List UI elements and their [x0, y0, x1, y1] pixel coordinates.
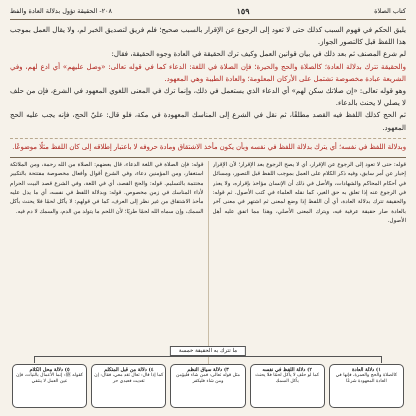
diagram-box-text: مثل قوله تعالى: فمن شاء فليؤمن ومن شاء فليكفر — [176, 373, 240, 384]
main-paragraph: ثم الحج كذلك اللفظ فيه القصد مطلقًا، ثم نقل في الشرع إلى المناسك المعهودة في مكة، فلو قال: عليّ الحج، فإنه يجب عليه الحج المعهود. — [10, 111, 406, 132]
main-paragraph-highlight: والحقيقة تترك بدلالة العادة؛ كالصلاة والحج والحيرة؛ فإن الصلاة في اللغة: الدعاء كما في قوله تعالى: «وصل عليهم» أي ادع لهم، وفي الشريعة عبادة مخصوصة تشتمل على الأركان المعلومة؛ والعادة الطيبة وهي المعهود. — [10, 62, 406, 83]
main-paragraph: يليق الحكم في فهوم السبب كذلك حتى لا تعود إلى الرجوع عن الإقرار بالسبب صحيح؛ فلم فريق لتصديق الخبر لم، ولا يقال العمل بموجب هذا اللفظ قبل كالتصور الجواز. — [10, 26, 406, 47]
page-header — [10, 6, 406, 20]
diagram-root: ما تترك به الحقيقة خمسة — [170, 346, 246, 356]
main-text — [10, 24, 406, 134]
diagram-box — [170, 364, 245, 408]
diagram-box-text: كما إذا قال: تعال تغد معي، فقال: إن تغديت فعبدي حر — [94, 373, 164, 384]
diagram-box-text: كقوله ﷺ: إنما الأعمال بالنيات، فإن عين العمل لا ينتفي — [16, 373, 83, 384]
diagram-connector — [34, 356, 382, 363]
diagram-box-title: ١) دلالة العادة — [351, 367, 381, 373]
diagram-box — [329, 364, 404, 408]
running-head-right: كتاب الصلاة — [374, 7, 406, 15]
diagram-box-title: ٥) دلالة محل الكلام — [29, 367, 70, 373]
diagram-box-title: ٣) دلالة سياق النظم — [187, 367, 229, 373]
page-number: ١٥٩ — [236, 6, 250, 16]
footnote-column-right: قوله: حتى لا تعود إلى الرجوع عن الإقرار، أي لا يصح الرجوع بعد الإقرار؛ لأن الإقرار إخبار عن أمر سابق، وفيه ذكر الكلام على العمل بموجب اللفظ قبل التصور، ومسائل في أحكام المحاكم والشهادات، والأصل في ذلك أن الإنسان مؤاخذ بإقراره، ولا يعذر في الرجوع عنه إذا تعلق به حق الغير، كما نقله العلماء في كتب الأصول. ثم قوله: والحقيقة تترك بدلالة العادة، أي أن اللفظ إذا وضع لمعنى ثم اشتهر في معنى آخر بالعادة صار حقيقة عرفية فيه، ويترك المعنى الأصلي، وهذا مما اتفق عليه أهل الأصول. — [212, 161, 406, 225]
rule-note: وبدلالة اللفظ في نفسه؛ أي يترك بدلالة اللفظ في نفسه وبأن يكون مأخذ الاشتقاق ومادة حروفه لا باعتبار إطلاقه إلى كان اللفظ مثلًا موضوعًا. — [10, 138, 406, 153]
classification-diagram — [12, 346, 404, 412]
diagram-box-text: كالصلاة والحج والعمرة، فإنها في العادة المعهودة شرعًا — [335, 373, 398, 384]
diagram-box-text: كما لو حلف لا يأكل لحمًا فلا يحنث بأكل السمك — [255, 373, 320, 384]
diagram-box — [91, 364, 166, 408]
diagram-box — [12, 364, 87, 408]
diagram-box-title: ٢) دلالة اللفظ في نفسه — [262, 367, 313, 373]
running-head-left: ٢٠٨- الحقيقة تؤول بدلالة العادة والفظ — [10, 7, 113, 15]
footnotes — [10, 157, 406, 369]
footnote-column-left: قوله: فإن الصلاة في اللغة الدعاء، قال بعضهم: الصلاة من الله رحمة، ومن الملائكة استغفار، ومن المؤمنين دعاء، وفي الشرع أقوال وأفعال مخصوصة مفتتحة بالتكبير مختتمة بالتسليم. قوله: والحج القصد، أي في اللغة، وفي الشرع قصد البيت الحرام لأداء المناسك في زمن مخصوص. قوله: وبدلالة اللفظ في نفسه، أي ما يدل عليه مأخذ الاشتقاق من غير نظر إلى العرف، كما في قولهم: لا يأكل لحمًا فلا يحنث بأكل السمك، وإن سماه الله لحمًا طريًا؛ لأن اللحم ما يتولد من الدم، والسمك لا دم فيه. — [10, 161, 209, 369]
diagram-boxes — [12, 364, 404, 408]
main-paragraph: لم شرع المصنف ثم بعد ذلك في بيان قوانين العمل وكيف ترك الحقيقة في العادة وجوه الحقيقة، فقال: — [111, 50, 406, 59]
diagram-box-title: ٤) دلالة من قبل المتكلم — [104, 367, 154, 373]
diagram-box — [250, 364, 325, 408]
main-paragraph: وهو قوله تعالى: «إن صلاتك سكن لهم» أي الدعاء الذي يستعمل في ذلك، وإنما ترك في المعنى اللغوي المعهود في الشرع، فإن من حلف لا يصلي لا يحنث بالدعاء. — [10, 87, 406, 108]
